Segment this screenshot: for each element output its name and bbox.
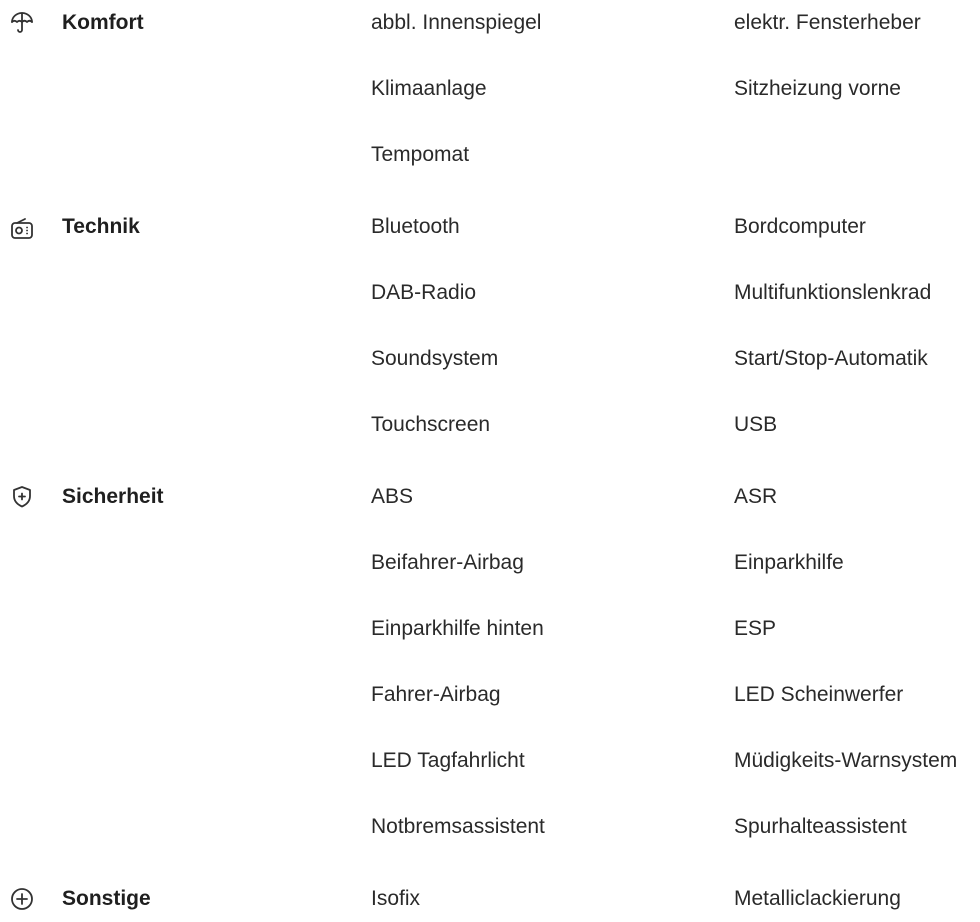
feature-item: Tempomat — [371, 143, 470, 166]
feature-item: Fahrer-Airbag — [371, 683, 501, 706]
feature-item: Metalliclackierung — [734, 887, 901, 910]
feature-item: ASR — [734, 485, 778, 508]
feature-item: Bluetooth — [371, 215, 460, 238]
feature-item: LED Tagfahrlicht — [371, 749, 525, 772]
feature-item: Notbremsassistent — [371, 815, 545, 838]
feature-item: Touchscreen — [371, 413, 491, 436]
plus-circle-icon — [9, 886, 35, 912]
feature-item: Soundsystem — [371, 347, 499, 370]
umbrella-icon — [9, 10, 35, 36]
section-title-technik: Technik — [62, 215, 140, 238]
feature-item: USB — [734, 413, 778, 436]
feature-item: Klimaanlage — [371, 77, 487, 100]
feature-item: ABS — [371, 485, 414, 508]
feature-item: abbl. Innenspiegel — [371, 11, 542, 34]
section-title-sicherheit: Sicherheit — [62, 485, 164, 508]
feature-item: Spurhalteassistent — [734, 815, 907, 838]
feature-item: LED Scheinwerfer — [734, 683, 904, 706]
feature-item: Einparkhilfe — [734, 551, 844, 574]
feature-item: elektr. Fensterheber — [734, 11, 921, 34]
feature-item: Sitzheizung vorne — [734, 77, 901, 100]
feature-item: Start/Stop-Automatik — [734, 347, 928, 370]
feature-item: Bordcomputer — [734, 215, 866, 238]
feature-item: Multifunktionslenkrad — [734, 281, 932, 304]
feature-item: ESP — [734, 617, 777, 640]
section-title-komfort: Komfort — [62, 11, 144, 34]
feature-item: Einparkhilfe hinten — [371, 617, 544, 640]
section-title-sonstige: Sonstige — [62, 887, 151, 910]
shield-plus-icon — [9, 484, 35, 510]
feature-item: Isofix — [371, 887, 421, 910]
feature-item: Müdigkeits-Warnsystem — [734, 749, 958, 772]
feature-item: Beifahrer-Airbag — [371, 551, 524, 574]
radio-icon — [9, 216, 35, 242]
feature-item: DAB-Radio — [371, 281, 477, 304]
